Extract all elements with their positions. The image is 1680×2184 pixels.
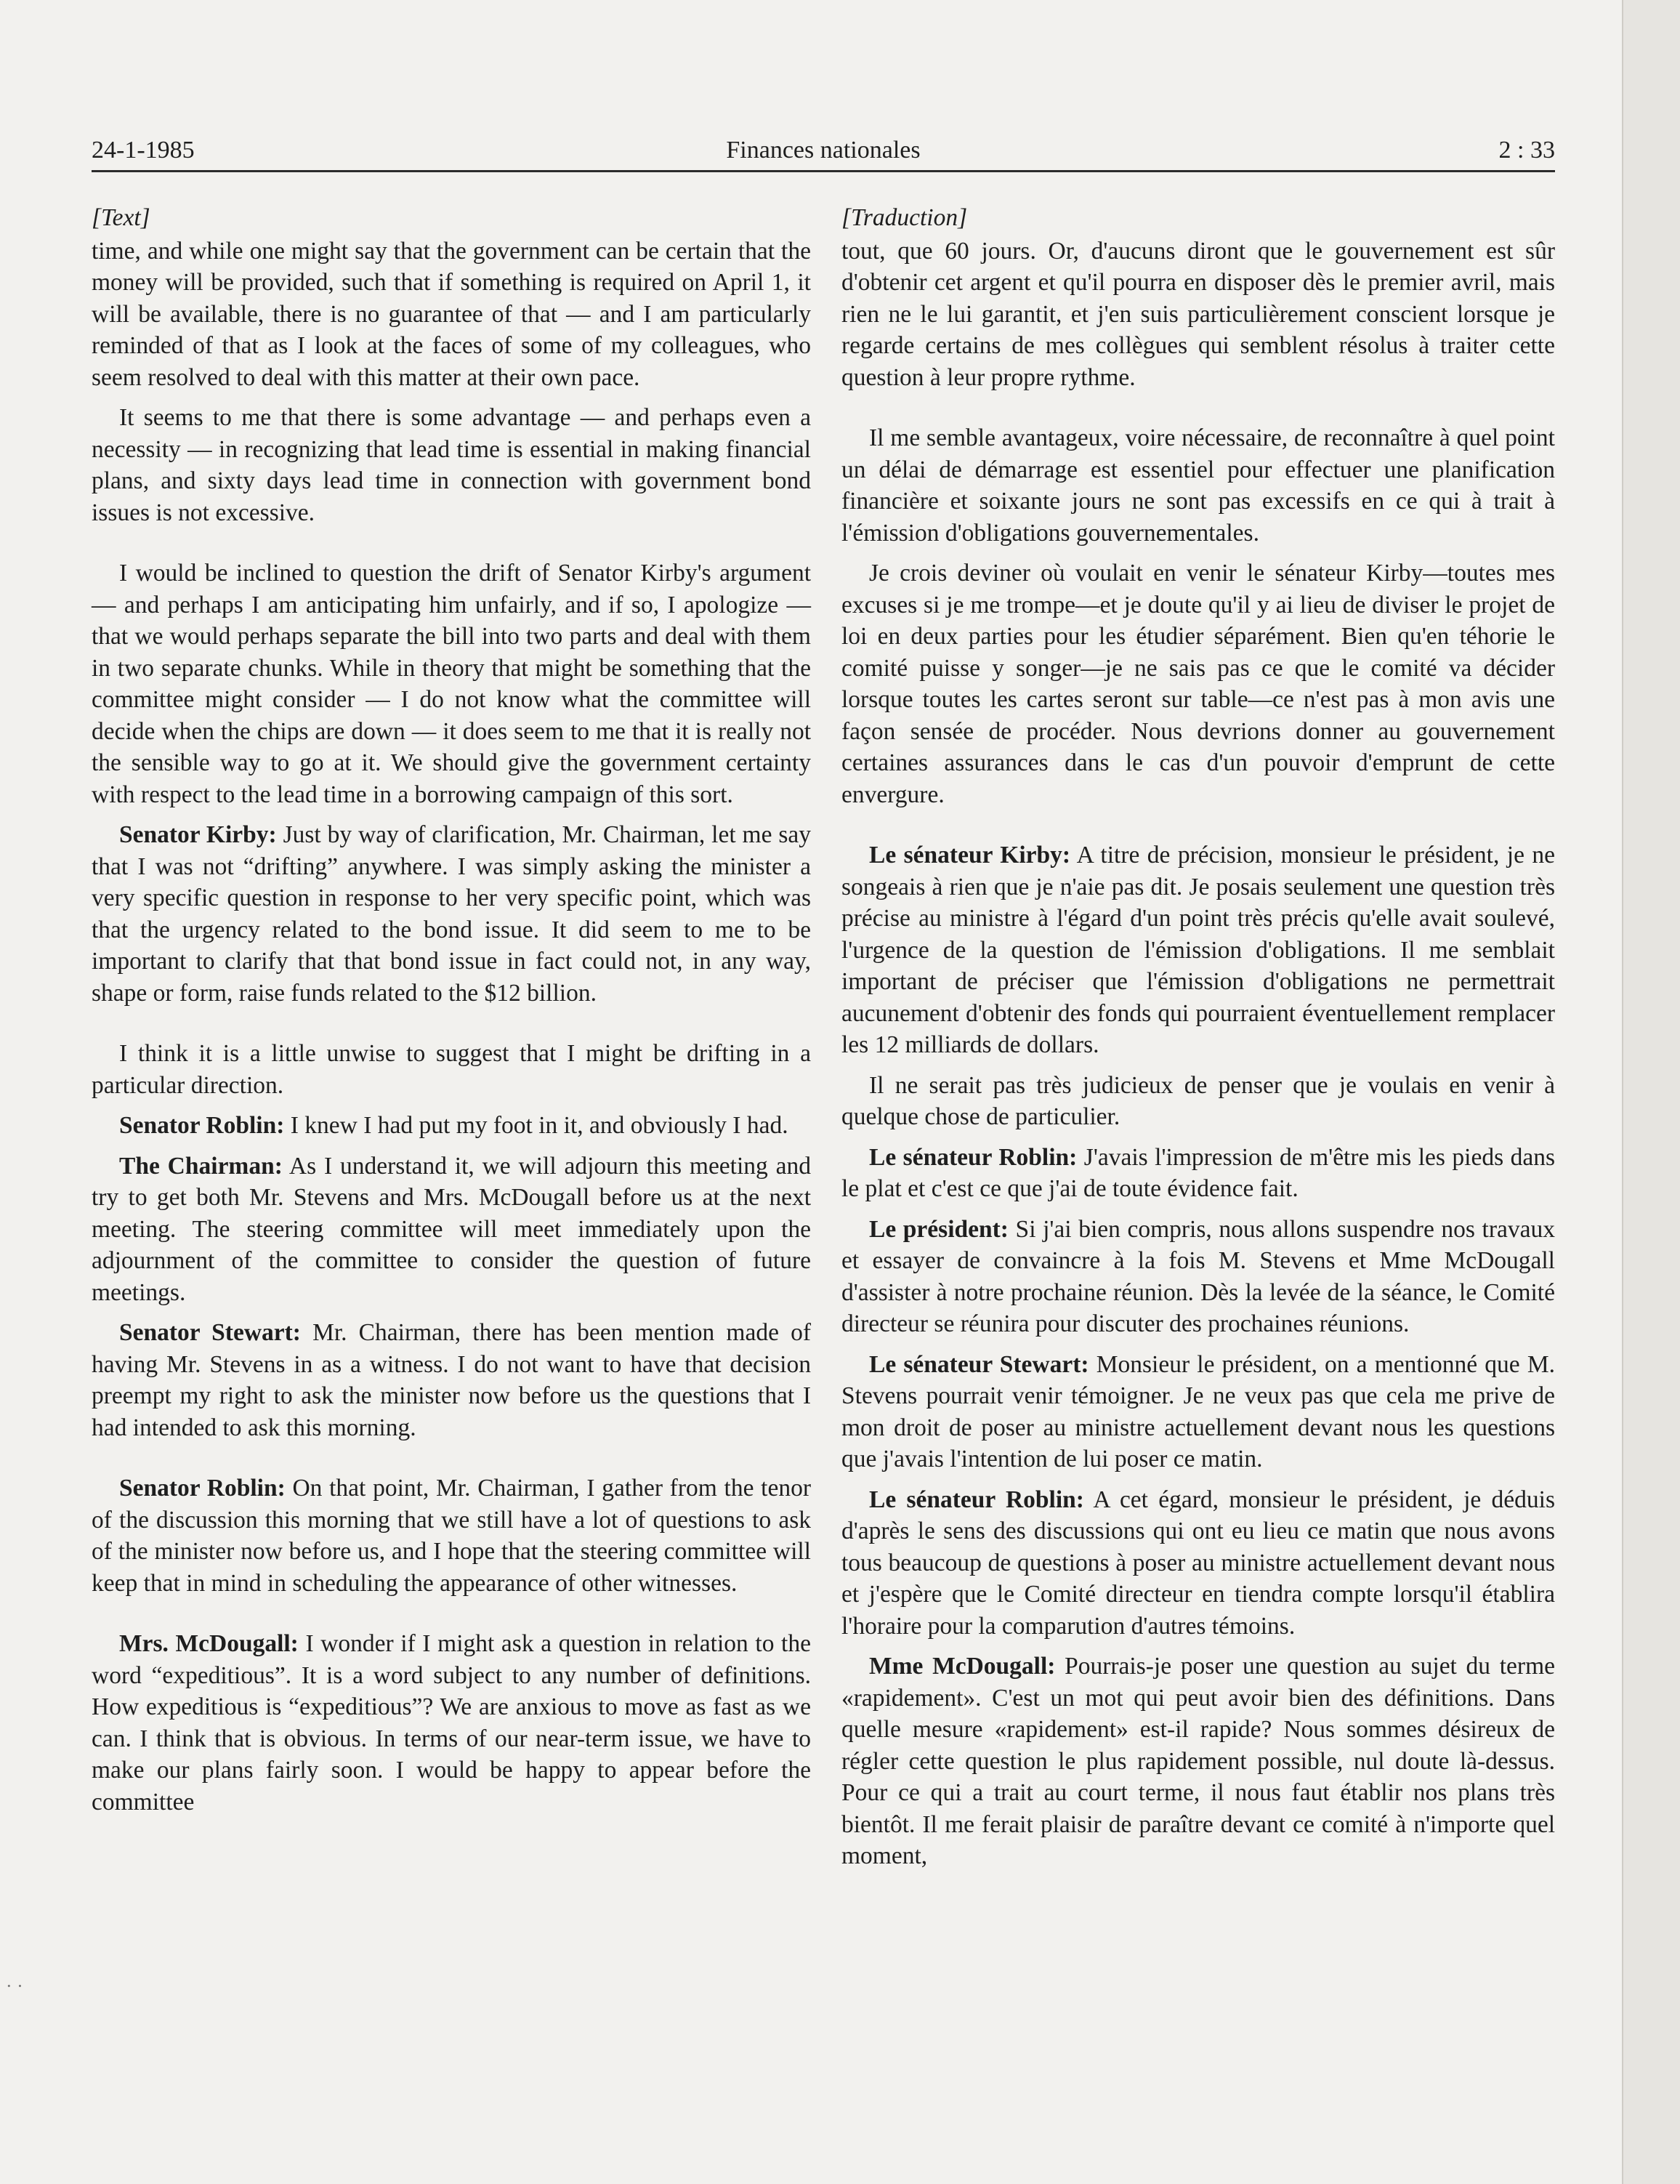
page-edge-shadow bbox=[1622, 0, 1680, 2184]
speaker-name: Le président: bbox=[869, 1215, 1009, 1243]
paragraph-text: I knew I had put my foot in it, and obviously I had. bbox=[284, 1112, 788, 1139]
paragraph-text: A titre de précision, monsieur le président, je ne songeais à rien que je n'aie pas dit. Je posais seulement une question très précise au ministre à l'égard d'un point très précis qu'elle avait soulevé, l'urgence de la question de l'émission d'obligations. Il me semblait important de préciser que l'émission d'obligations ne permettrait aucunement d'obtenir des fonds qui pourraient éventuellement remplacer les 12 milliards de dollars. bbox=[841, 842, 1555, 1058]
english-column-label: [Text] bbox=[92, 204, 150, 231]
paragraph-text: Pourrais-je poser une question au sujet du terme «rapidement». C'est un mot qui peut avoir bien des définitions. Dans quelle mesure «rapidement» est-il rapide? Nous sommes désireux de régler cette question le plus rapidement possible, nul doute là-dessus. Pour ce qui a trait au court terme, il nous faut établir nos plans très bientôt. Il me ferait plaisir de paraître devant ce comité à n'importe quel moment, bbox=[841, 1653, 1555, 1869]
paragraph-text: Je crois deviner où voulait en venir le sénateur Kirby—toutes mes excuses si je me trompe—et je doute qu'il y ai lieu de diviser le projet de loi en deux parties pour les étudier séparément. Bien qu'en téhorie le comité puisse y songer—je ne sais pas ce que le comité va décider lorsque toutes les cartes seront sur table—ce n'est pas à mon avis une façon sensée de procéder. Nous devrions donner au gouvernement certaines assurances dans le cas d'un pouvoir d'emprunt de cette envergure. bbox=[841, 560, 1555, 808]
paragraph bbox=[92, 819, 811, 1009]
paragraph bbox=[92, 235, 811, 394]
speaker-name: Le sénateur Kirby: bbox=[869, 842, 1071, 869]
paragraph-text: A cet égard, monsieur le président, je déduis d'après le sens des discussions qui ont eu lieu ce matin que nous avons tous beaucoup de questions à poser au ministre actuellement devant nous et j'espère que le Comité directeur en tiendra compte lorsqu'il établira l'horaire pour la comparution d'autres témoins. bbox=[841, 1486, 1555, 1640]
header-date: 24-1-1985 bbox=[92, 137, 195, 164]
header-page-number: 2 : 33 bbox=[1498, 137, 1555, 164]
speaker-name: Senator Kirby: bbox=[119, 821, 277, 848]
paragraph bbox=[92, 557, 811, 810]
paragraph-text: Monsieur le président, on a mentionné que M. Stevens pourrait venir témoigner. Je ne veux pas que cela me prive de mon droit de poser au ministre actuellement devant nous les questions que j'avais l'intention de lui poser ce matin. bbox=[841, 1350, 1555, 1472]
paragraph-text: Il ne serait pas très judicieux de penser que je voulais en venir à quelque chose de particulier. bbox=[841, 1071, 1555, 1130]
paragraph-text: I think it is a little unwise to suggest that I might be drifting in a particular direction. bbox=[92, 1040, 811, 1099]
speaker-name: Senator Stewart: bbox=[119, 1319, 301, 1346]
paragraph bbox=[841, 1484, 1555, 1643]
speaker-name: Le sénateur Roblin: bbox=[869, 1486, 1084, 1513]
paragraph bbox=[841, 1214, 1555, 1340]
speaker-name: The Chairman: bbox=[119, 1152, 283, 1180]
paragraph-text: On that point, Mr. Chairman, I gather from the tenor of the discussion this morning that we still have a lot of questions to ask of the minister now before us, and I hope that the steering committee will keep that in mind in scheduling the appearance of other witnesses. bbox=[92, 1475, 811, 1597]
french-column-label: [Traduction] bbox=[841, 204, 968, 231]
paragraph bbox=[841, 422, 1555, 549]
paragraph bbox=[841, 1349, 1555, 1475]
paragraph bbox=[841, 235, 1555, 394]
speaker-name: Le sénateur Roblin: bbox=[869, 1143, 1078, 1171]
english-column bbox=[92, 202, 811, 1822]
paragraph bbox=[841, 1070, 1555, 1133]
paragraph bbox=[92, 1110, 811, 1142]
paragraph bbox=[841, 1142, 1555, 1205]
paragraph-text: I wonder if I might ask a question in relation to the word “expeditious”. It is a word subject to any number of definitions. How expeditious is “expeditious”? We are anxious to move as fast as we can. I think that is obvious. In terms of our near-term issue, we have to make our plans fairly soon. I would be happy to appear before the committee bbox=[92, 1630, 811, 1816]
paragraph bbox=[92, 1038, 811, 1101]
speaker-name: Mme McDougall: bbox=[869, 1653, 1056, 1680]
paragraph-text: Il me semble avantageux, voire nécessaire, de reconnaître à quel point un délai de démarrage est essentiel pour effectuer une planification financière et soixante jours ne sont pas excessifs en ce qui à trait à l'émission d'obligations gouvernementales. bbox=[841, 424, 1555, 547]
paragraph bbox=[841, 557, 1555, 810]
speaker-name: Le sénateur Stewart: bbox=[869, 1350, 1089, 1378]
paragraph-text: Just by way of clarification, Mr. Chairman, let me say that I was not “drifting” anywhere. I was simply asking the minister a very specific question in response to her very specific point, which was that the urgency related to the bond issue. It did seem to me to be important to clarify that that bond issue in fact could not, in any way, shape or form, raise funds related to the $12 billion. bbox=[92, 821, 811, 1007]
speaker-name: Senator Roblin: bbox=[119, 1475, 286, 1502]
margin-speck: · · bbox=[6, 1975, 23, 1996]
paragraph-text: time, and while one might say that the government can be certain that the money will be provided, such that if something is required on April 1, it will be available, there is no guarantee of that — and I am particularly reminded of that as I look at the faces of some of my colleagues, who seem resolved to deal with this matter at their own pace. bbox=[92, 237, 811, 391]
paragraph-text: As I understand it, we will adjourn this meeting and try to get both Mr. Stevens and Mrs. McDougall before us at the next meeting. The steering committee will meet immediately upon the adjournment of the committee to consider the question of future meetings. bbox=[92, 1152, 812, 1306]
paragraph bbox=[92, 1151, 811, 1309]
speaker-name: Senator Roblin: bbox=[119, 1112, 285, 1139]
paragraph bbox=[92, 1628, 811, 1818]
paragraph-text: It seems to me that there is some advantage — and perhaps even a necessity — in recognizing that lead time is essential in making financial plans, and sixty days lead time in connection with government bond issues is not excessive. bbox=[92, 404, 811, 526]
paragraph-text: tout, que 60 jours. Or, d'aucuns diront que le gouvernement est sûr d'obtenir cet argent et qu'il pourra en disposer dès le premier avril, mais rien ne le lui garantit, et j'en suis particulièrement conscient lorsque je regarde certains de mes collègues qui semblent résolus à traiter cette question à leur propre rythme. bbox=[841, 237, 1555, 391]
paragraph-text: Si j'ai bien compris, nous allons suspendre nos travaux et essayer de convaincre à la fois M. Stevens et Mme McDougall d'assister à notre prochaine réunion. Dès la levée de la séance, le Comité directeur se réunira pour discuter des prochaines réunions. bbox=[841, 1215, 1555, 1337]
page-header bbox=[92, 129, 1555, 172]
speaker-name: Mrs. McDougall: bbox=[119, 1630, 299, 1657]
french-column bbox=[841, 202, 1555, 1877]
paragraph bbox=[92, 1317, 811, 1443]
header-title: Finances nationales bbox=[726, 137, 921, 164]
paragraph-text: Mr. Chairman, there has been mention made of having Mr. Stevens in as a witness. I do not want to have that decision preempt my right to ask the minister now before us the questions that I had intended to ask this morning. bbox=[92, 1319, 811, 1441]
paragraph bbox=[841, 839, 1555, 1061]
paragraph-text: I would be inclined to question the drift of Senator Kirby's argument — and perhaps I am anticipating him unfairly, and if so, I apologize — that we would perhaps separate the bill into two parts and deal with them in two separate chunks. While in theory that might be something that the committee might consider — I do not know what the committee will decide when the chips are down — it does seem to me that it is really not the sensible way to go at it. We should give the government certainty with respect to the lead time in a borrowing campaign of this sort. bbox=[92, 560, 811, 808]
paragraph bbox=[841, 1651, 1555, 1872]
paragraph bbox=[92, 402, 811, 528]
paragraph bbox=[92, 1472, 811, 1599]
paragraph-text: J'avais l'impression de m'être mis les pieds dans le plat et c'est ce que j'ai de toute évidence fait. bbox=[841, 1143, 1555, 1202]
